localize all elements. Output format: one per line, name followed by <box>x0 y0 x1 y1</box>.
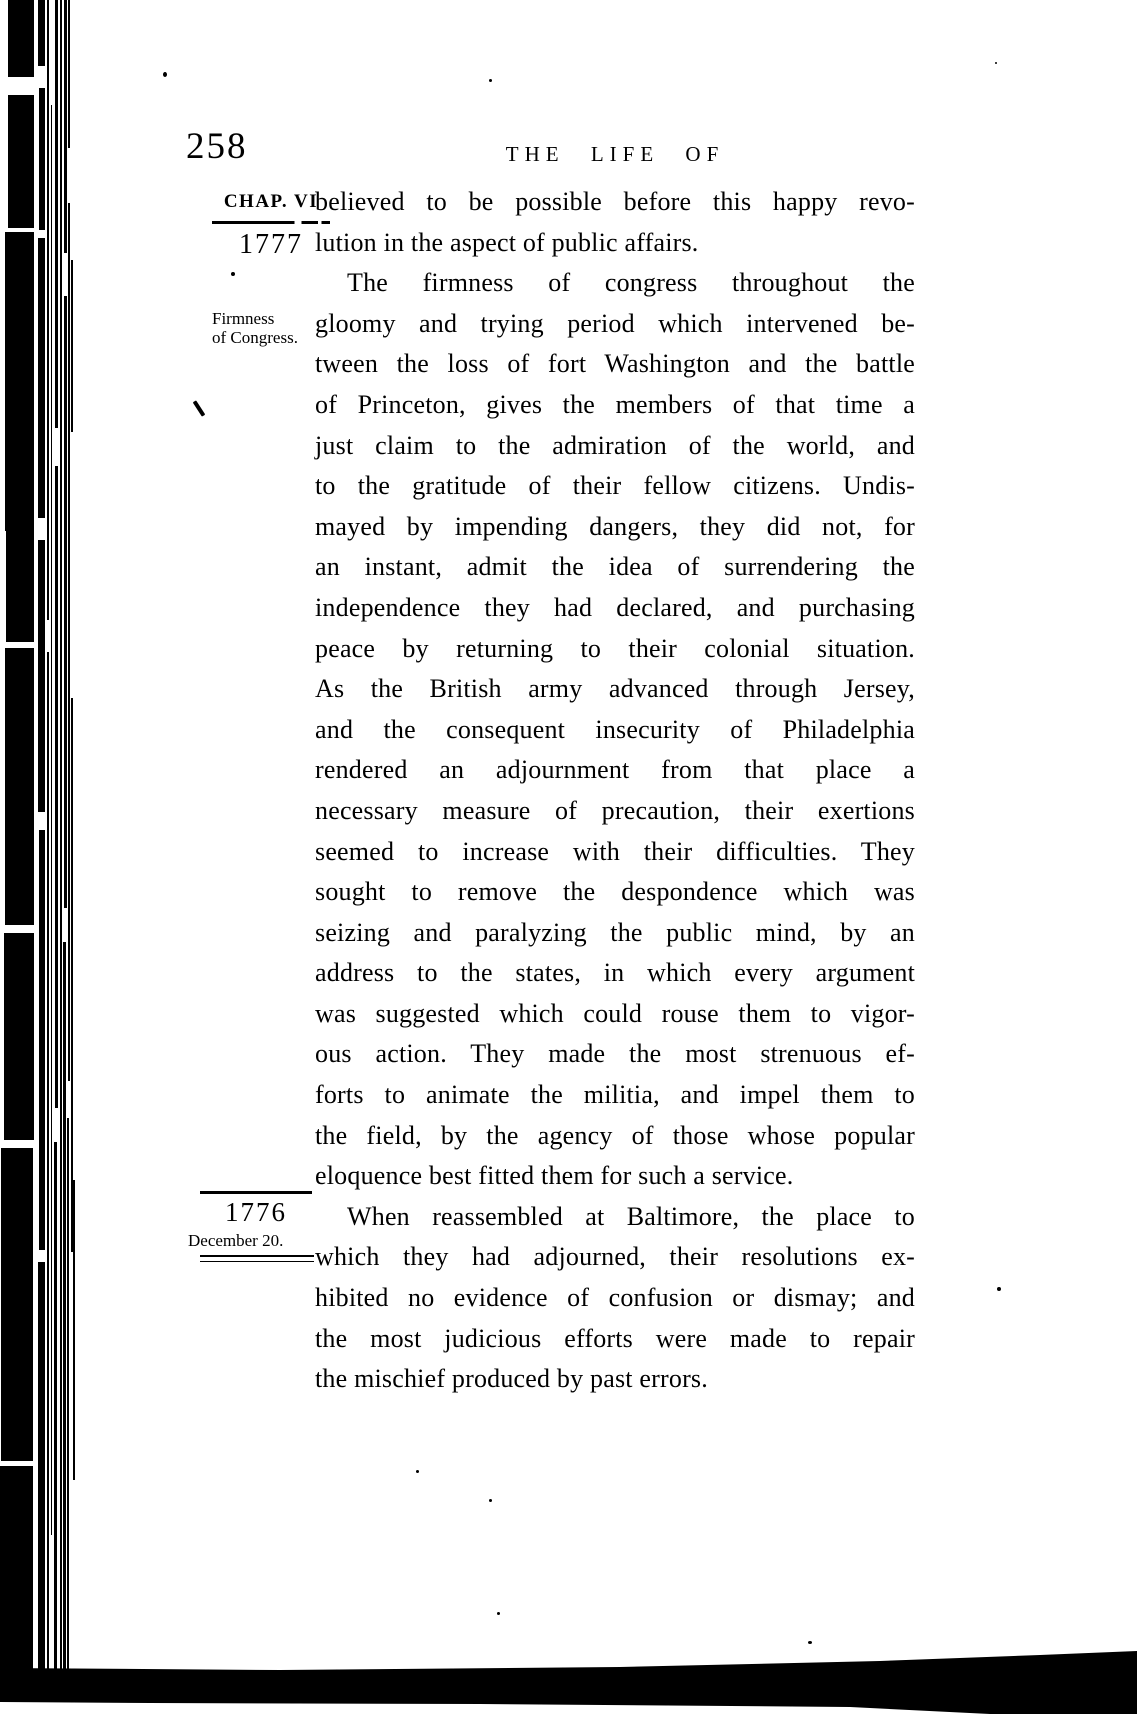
text-line: the field, by the agency of those whose popular <box>315 1120 915 1150</box>
scan-stripe <box>55 466 58 1108</box>
scan-stripe <box>67 1118 69 1702</box>
text-line: The firmness of congress throughout the <box>347 268 915 298</box>
text-line: address to the states, in which every argument <box>315 958 915 988</box>
margin-year-1776: 1776 <box>225 1197 287 1227</box>
scan-speck <box>497 1612 500 1615</box>
text-line: an instant, admit the idea of surrendering the <box>315 552 915 582</box>
scan-bottom-edge-artifact <box>0 1650 1137 1714</box>
text-line: necessary measure of precaution, their exertions <box>315 795 915 825</box>
scan-stripe <box>4 933 34 1140</box>
text-line: seizing and paralyzing the public mind, by an <box>315 917 915 947</box>
scan-stripe <box>5 232 34 531</box>
scan-stripe <box>64 296 67 908</box>
scan-stripe <box>1 1148 33 1461</box>
text-line: lution in the aspect of public affairs. <box>315 227 699 257</box>
scan-stripe <box>5 648 34 925</box>
scan-stripe <box>0 1466 33 1702</box>
text-line: just claim to the admiration of the world, and <box>315 430 915 460</box>
text-line: rendered an adjournment from that place a <box>315 755 915 785</box>
text-line: seemed to increase with their difficulties. They <box>315 836 915 866</box>
page-number: 258 <box>186 126 248 167</box>
scan-speck <box>489 1499 492 1502</box>
text-line: of Princeton, gives the members of that time a <box>315 389 915 419</box>
scan-stripe <box>73 1180 75 1480</box>
running-header: THE LIFE OF <box>505 142 725 166</box>
text-line: peace by returning to their colonial situation. <box>315 633 915 663</box>
text-line: ous action. They made the most strenuous ef- <box>315 1039 915 1069</box>
text-line: and the consequent insecurity of Philadelphia <box>315 714 915 744</box>
body-text-column <box>315 182 915 1400</box>
text-line: When reassembled at Baltimore, the place to <box>347 1201 915 1231</box>
scan-stripe <box>38 1262 45 1702</box>
text-line: forts to animate the militia, and impel them to <box>315 1080 915 1110</box>
scan-stripe <box>39 830 45 1250</box>
text-line: mayed by impending dangers, they did not, for <box>315 511 915 541</box>
scan-stripe <box>8 95 34 228</box>
scan-speck <box>808 1641 812 1644</box>
text-line: independence they had declared, and purchasing <box>315 592 915 622</box>
scan-speck <box>489 79 492 82</box>
scan-stripe <box>54 1142 57 1702</box>
margin-date-note: December 20. <box>188 1231 284 1250</box>
margin-year-1777: 1777 <box>239 229 303 260</box>
text-line: the most judicious efforts were made to repair <box>315 1323 915 1353</box>
pen-mark <box>193 400 206 416</box>
text-line: believed to be possible before this happy revo- <box>315 187 915 216</box>
text-line: tween the loss of fort Washington and the battle <box>315 349 915 379</box>
scan-stripe <box>68 203 70 1081</box>
scan-speck <box>163 72 167 77</box>
scan-stripe <box>71 698 73 1252</box>
scan-stripe <box>38 540 45 812</box>
scan-stripe <box>47 0 49 620</box>
scan-speck <box>997 1287 1001 1291</box>
scan-stripe <box>39 88 45 230</box>
scan-speck <box>995 62 997 64</box>
scan-stripe <box>63 942 66 1702</box>
scan-speck <box>231 272 235 276</box>
scan-stripe <box>38 238 45 518</box>
scan-stripe <box>64 0 67 253</box>
text-line: As the British army advanced through Jersey, <box>315 674 915 704</box>
text-line: gloomy and trying period which intervened be- <box>315 308 915 338</box>
margin-side-note <box>212 309 298 347</box>
side-note-line: of Congress. <box>212 328 298 347</box>
scan-speck <box>416 1470 419 1473</box>
text-line: the mischief produced by past errors. <box>315 1364 708 1394</box>
margin-chapter-label: CHAP. VI <box>223 191 319 212</box>
text-line: to the gratitude of their fellow citizens. Undis- <box>315 471 915 501</box>
margin-rule-bottom-1776-2 <box>200 1261 314 1262</box>
scan-stripe <box>60 0 62 1702</box>
scan-stripe <box>6 531 34 642</box>
text-line: eloquence best fitted them for such a service. <box>315 1161 794 1191</box>
scan-stripe <box>71 260 73 432</box>
scan-stripe <box>55 0 58 428</box>
scan-stripe <box>47 652 49 1702</box>
scan-stripe <box>51 105 52 1535</box>
text-line: sought to remove the despondence which was <box>315 877 915 907</box>
scan-stripe <box>8 0 34 77</box>
text-line: was suggested which could rouse them to vigor- <box>315 998 915 1028</box>
side-note-line: Firmness <box>212 309 275 328</box>
scan-stripe <box>68 0 70 148</box>
margin-rule-top-1776 <box>200 1191 312 1194</box>
scan-stripe <box>38 0 45 66</box>
margin-rule-chapter <box>212 221 330 224</box>
margin-rule-bottom-1776 <box>200 1255 314 1257</box>
text-line: which they had adjourned, their resolutions ex- <box>315 1242 915 1272</box>
text-line: hibited no evidence of confusion or dismay; and <box>315 1283 915 1313</box>
